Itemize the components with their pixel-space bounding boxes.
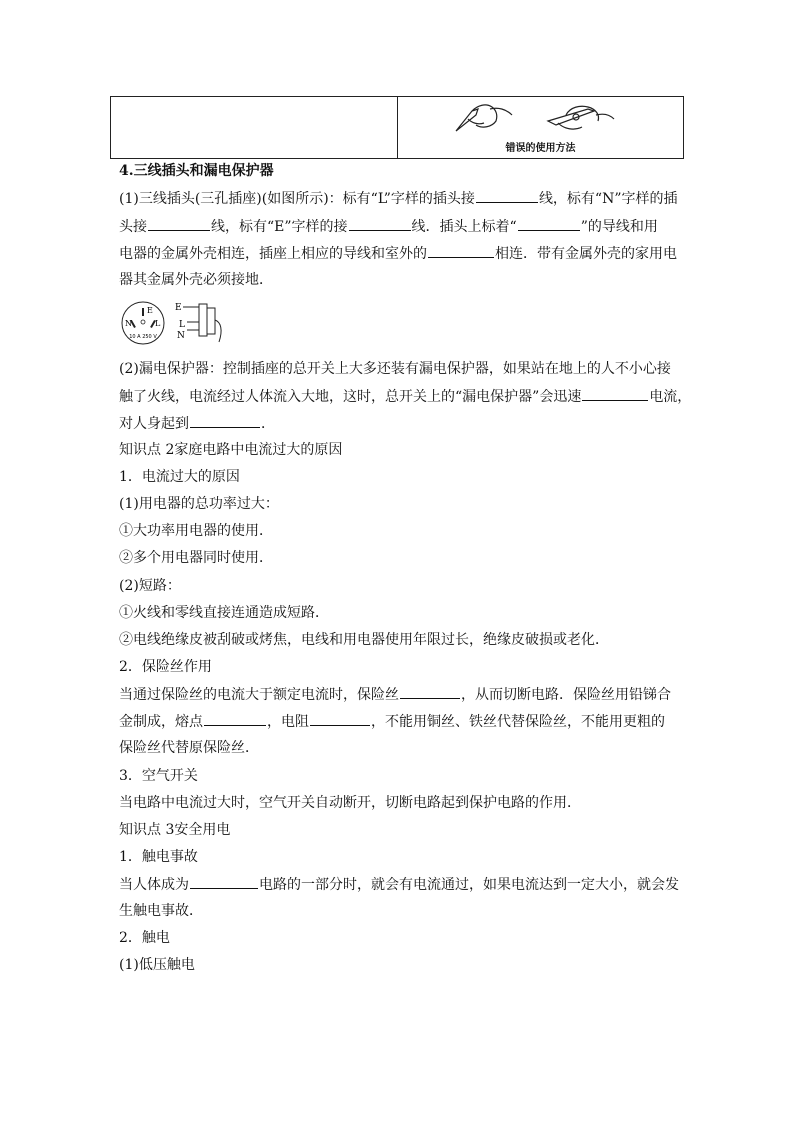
subheading: 2．保险丝作用	[119, 659, 212, 675]
text: 线，标有“E”字样的接	[211, 219, 348, 235]
answer-blank[interactable]	[582, 388, 648, 401]
socket-label-e: E	[147, 306, 153, 315]
paragraph-line	[119, 388, 691, 405]
subheading: 3．空气开关	[119, 768, 198, 784]
figure-table	[110, 96, 684, 159]
table-cell-empty	[111, 97, 398, 158]
text: 金制成，熔点	[119, 714, 203, 730]
knowledge-point-3-title: 知识点 3安全用电	[119, 822, 231, 838]
answer-blank[interactable]	[518, 218, 580, 231]
text-line: ①大功率用电器的使用．	[119, 523, 273, 539]
text: 当人体成为	[119, 877, 189, 893]
subheading: 1．触电事故	[119, 849, 198, 865]
paragraph-line: 生触电事故．	[119, 903, 203, 919]
text: 触了火线，电流经过人体流入大地，这时，总开关上的“漏电保护器”会迅速	[119, 389, 582, 405]
text: 电流，	[649, 389, 692, 405]
plug-label-e: E	[175, 303, 182, 313]
answer-blank[interactable]	[349, 218, 411, 231]
answer-blank[interactable]	[148, 218, 210, 231]
paragraph-line	[119, 876, 679, 893]
text: 相连．带有金属外壳的家用电	[495, 246, 677, 262]
text: 电路的一部分时，就会有电流通过，如果电流达到一定大小，就会发	[259, 877, 679, 893]
answer-blank[interactable]	[476, 190, 538, 203]
text: 当通过保险丝的电流大于额定电流时，保险丝	[119, 687, 399, 703]
text-line: 当电路中电流过大时，空气开关自动断开，切断电路起到保护电路的作用．	[119, 795, 581, 811]
paragraph-line	[119, 415, 275, 432]
text-line: (1)低压触电	[119, 957, 195, 973]
text: ．	[261, 416, 275, 432]
paragraph-line: 器其金属外壳必须接地．	[119, 272, 273, 288]
paragraph-line	[119, 686, 671, 703]
paragraph-line	[119, 713, 665, 730]
plug-body-icon	[183, 304, 221, 342]
text: 头接	[119, 219, 147, 235]
text: 线，标有“N”字样的插	[538, 191, 678, 207]
answer-blank[interactable]	[400, 686, 460, 699]
paragraph-line	[119, 245, 677, 262]
text: ，从而切断电路．保险丝用铅锑合	[461, 687, 671, 703]
text: 线．插头上标着“	[411, 219, 517, 235]
answer-blank[interactable]	[310, 713, 370, 726]
text: 电器的金属外壳相连，插座上相应的导线和室外的	[119, 246, 427, 262]
text-line: ①火线和零线直接连通造成短路．	[119, 605, 329, 621]
three-pin-plug-figure	[119, 300, 229, 346]
socket-label-l: L	[155, 319, 161, 328]
text: 对人身起到	[119, 416, 189, 432]
paragraph-line: (2)漏电保护器：控制插座的总开关上大多还装有漏电保护器，如果站在地上的人不小心接	[119, 361, 671, 377]
plug-label-n: N	[177, 331, 185, 341]
figure-caption: 错误的使用方法	[505, 143, 576, 154]
test-pen-wrong-usage-icon	[438, 101, 638, 137]
knowledge-point-2-title: 知识点 2家庭电路中电流过大的原因	[119, 442, 343, 458]
text: ”的导线和用	[580, 219, 658, 235]
subheading: 1．电流过大的原因	[119, 469, 240, 485]
answer-blank[interactable]	[190, 415, 260, 428]
answer-blank[interactable]	[428, 245, 494, 258]
socket-label-n: N	[125, 319, 132, 328]
answer-blank[interactable]	[204, 713, 266, 726]
text-line: (1)用电器的总功率过大：	[119, 496, 279, 512]
paragraph-line	[119, 190, 678, 207]
section-4-heading: 4.三线插头和漏电保护器	[119, 163, 274, 179]
table-cell-figure	[398, 97, 683, 158]
text: (1)三线插头(三孔插座)(如图所示)：标有“L”字样的插头接	[119, 191, 475, 207]
text-line: ②多个用电器同时使用．	[119, 550, 273, 566]
text: ，不能用铜丝、铁丝代替保险丝，不能用更粗的	[371, 714, 665, 730]
text-line: ②电线绝缘皮被刮破或烤焦，电线和用电器使用年限过长，绝缘皮破损或老化．	[119, 632, 609, 648]
paragraph-line: 保险丝代替原保险丝．	[119, 740, 259, 756]
plug-label-l: L	[179, 320, 185, 330]
paragraph-line	[119, 218, 658, 235]
answer-blank[interactable]	[190, 876, 258, 889]
subheading: 2．触电	[119, 930, 170, 946]
socket-rating: 10 A 250 V	[129, 334, 157, 340]
text: ，电阻	[267, 714, 309, 730]
text-line: (2)短路：	[119, 578, 181, 594]
